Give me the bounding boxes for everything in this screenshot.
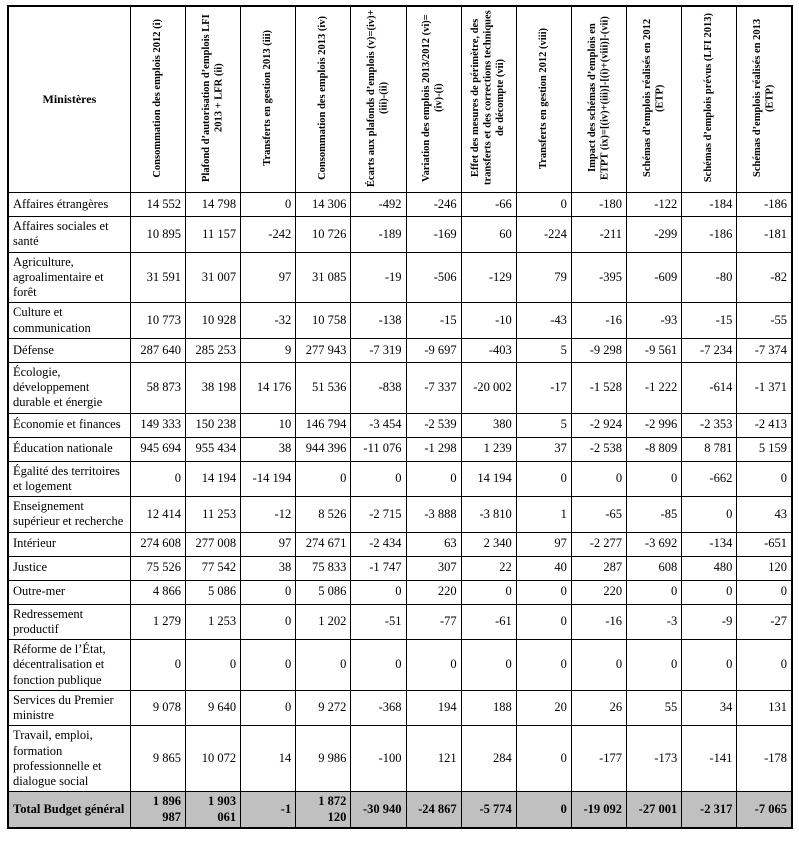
ministry-name: Total Budget général (8, 792, 130, 828)
value-cell: 0 (516, 461, 571, 497)
value-cell: 34 (682, 690, 737, 726)
table-row (8, 556, 792, 580)
column-header-8 (516, 6, 571, 193)
value-cell: 0 (516, 792, 571, 828)
value-cell: 0 (682, 580, 737, 604)
value-cell: 150 238 (185, 413, 240, 437)
ministry-name: Redressement productif (8, 604, 130, 640)
value-cell: 97 (516, 532, 571, 556)
value-cell: 0 (737, 640, 792, 691)
ministry-name: Outre-mer (8, 580, 130, 604)
value-cell: 0 (351, 640, 406, 691)
value-cell: 0 (185, 640, 240, 691)
table-row (8, 413, 792, 437)
ministry-name: Affaires sociales et santé (8, 217, 130, 253)
value-cell: 14 176 (241, 362, 296, 413)
value-cell: -93 (627, 303, 682, 339)
vertical-header-label: Consommation des emplois 2013 (iv) (317, 16, 329, 180)
column-header-7 (461, 6, 516, 193)
value-cell: 0 (130, 640, 185, 691)
value-cell: 608 (627, 556, 682, 580)
value-cell: -609 (627, 252, 682, 303)
value-cell: 10 928 (185, 303, 240, 339)
value-cell: 38 198 (185, 362, 240, 413)
value-cell: -662 (682, 461, 737, 497)
ministry-name: Écologie, développement durable et énergie (8, 362, 130, 413)
value-cell: 14 (241, 726, 296, 792)
value-cell: -3 810 (461, 497, 516, 533)
value-cell: -9 561 (627, 338, 682, 362)
budget-employment-table (7, 5, 793, 829)
ministry-name: Égalité des territoires et logement (8, 461, 130, 497)
vertical-header-label: Effet des mesures de périmètre, des transferts et des corrections techniques de décompte (vii) (470, 10, 506, 186)
total-row (8, 792, 792, 828)
value-cell: -180 (571, 193, 626, 217)
value-cell: -80 (682, 252, 737, 303)
value-cell: -66 (461, 193, 516, 217)
value-cell: 955 434 (185, 437, 240, 461)
header-row (8, 6, 792, 193)
value-cell: 11 253 (185, 497, 240, 533)
value-cell: 0 (406, 461, 461, 497)
value-cell: -24 867 (406, 792, 461, 828)
value-cell: 4 866 (130, 580, 185, 604)
column-header-6 (406, 6, 461, 193)
value-cell: -65 (571, 497, 626, 533)
table-row (8, 604, 792, 640)
value-cell: -61 (461, 604, 516, 640)
value-cell: -246 (406, 193, 461, 217)
value-cell: -403 (461, 338, 516, 362)
value-cell: 5 (516, 413, 571, 437)
vertical-header-label: Écarts aux plafonds d’emplois (v)=(iv)+(iii)-(ii) (366, 9, 390, 187)
value-cell: 480 (682, 556, 737, 580)
value-cell: 0 (682, 497, 737, 533)
value-cell: -9 (682, 604, 737, 640)
value-cell: 38 (241, 556, 296, 580)
value-cell: -838 (351, 362, 406, 413)
value-cell: 1 903 061 (185, 792, 240, 828)
column-header-12 (737, 6, 792, 193)
value-cell: 1 896 987 (130, 792, 185, 828)
value-cell: -3 (627, 604, 682, 640)
value-cell: 220 (571, 580, 626, 604)
value-cell: -7 319 (351, 338, 406, 362)
value-cell: -11 076 (351, 437, 406, 461)
value-cell: 220 (406, 580, 461, 604)
value-cell: -134 (682, 532, 737, 556)
value-cell: 14 306 (296, 193, 351, 217)
value-cell: 0 (461, 640, 516, 691)
value-cell: 0 (737, 580, 792, 604)
value-cell: 1 (516, 497, 571, 533)
vertical-header-label: Transferts en gestion 2013 (iii) (261, 30, 273, 166)
value-cell: 14 194 (461, 461, 516, 497)
value-cell: 14 552 (130, 193, 185, 217)
value-cell: 60 (461, 217, 516, 253)
value-cell: -10 (461, 303, 516, 339)
value-cell: -77 (406, 604, 461, 640)
value-cell: 0 (571, 461, 626, 497)
value-cell: 0 (241, 690, 296, 726)
value-cell: 284 (461, 726, 516, 792)
value-cell: 51 536 (296, 362, 351, 413)
value-cell: -55 (737, 303, 792, 339)
value-cell: 10 072 (185, 726, 240, 792)
vertical-header-label: Schémas d’emplois réalisés en 2013 (ETP) (751, 18, 776, 178)
value-cell: 40 (516, 556, 571, 580)
column-header-4 (296, 6, 351, 193)
column-header-ministeres: Ministères (8, 6, 130, 193)
value-cell: -184 (682, 193, 737, 217)
value-cell: -14 194 (241, 461, 296, 497)
value-cell: 307 (406, 556, 461, 580)
value-cell: -19 092 (571, 792, 626, 828)
table-row (8, 461, 792, 497)
value-cell: 10 (241, 413, 296, 437)
value-cell: 5 086 (185, 580, 240, 604)
value-cell: 31 591 (130, 252, 185, 303)
value-cell: 0 (516, 604, 571, 640)
value-cell: 0 (406, 640, 461, 691)
value-cell: -27 (737, 604, 792, 640)
value-cell: 149 333 (130, 413, 185, 437)
value-cell: -2 413 (737, 413, 792, 437)
value-cell: 0 (241, 580, 296, 604)
table-row (8, 338, 792, 362)
value-cell: -178 (737, 726, 792, 792)
value-cell: -614 (682, 362, 737, 413)
table-row (8, 640, 792, 691)
value-cell: 0 (241, 193, 296, 217)
value-cell: 0 (682, 640, 737, 691)
value-cell: 287 (571, 556, 626, 580)
value-cell: 0 (461, 580, 516, 604)
value-cell: 8 781 (682, 437, 737, 461)
value-cell: -15 (406, 303, 461, 339)
value-cell: -8 809 (627, 437, 682, 461)
column-header-10 (627, 6, 682, 193)
value-cell: -129 (461, 252, 516, 303)
vertical-header-label: Schémas d’emplois prévus (LFI 2013) (703, 13, 715, 183)
value-cell: 0 (351, 580, 406, 604)
value-cell: -368 (351, 690, 406, 726)
ministry-name: Économie et finances (8, 413, 130, 437)
value-cell: -651 (737, 532, 792, 556)
value-cell: -7 374 (737, 338, 792, 362)
column-header-11 (682, 6, 737, 193)
value-cell: -9 697 (406, 338, 461, 362)
value-cell: -211 (571, 217, 626, 253)
value-cell: -186 (682, 217, 737, 253)
value-cell: 0 (516, 726, 571, 792)
value-cell: 55 (627, 690, 682, 726)
value-cell: -20 002 (461, 362, 516, 413)
value-cell: -2 317 (682, 792, 737, 828)
value-cell: -189 (351, 217, 406, 253)
value-cell: 194 (406, 690, 461, 726)
value-cell: -138 (351, 303, 406, 339)
value-cell: 277 943 (296, 338, 351, 362)
value-cell: -85 (627, 497, 682, 533)
ministry-name: Justice (8, 556, 130, 580)
value-cell: -186 (737, 193, 792, 217)
value-cell: 37 (516, 437, 571, 461)
value-cell: 9 272 (296, 690, 351, 726)
table-row (8, 303, 792, 339)
value-cell: -27 001 (627, 792, 682, 828)
value-cell: -43 (516, 303, 571, 339)
value-cell: 1 202 (296, 604, 351, 640)
value-cell: 31 085 (296, 252, 351, 303)
value-cell: -1 528 (571, 362, 626, 413)
table-body (8, 193, 792, 828)
table-row (8, 362, 792, 413)
value-cell: 5 159 (737, 437, 792, 461)
value-cell: -1 (241, 792, 296, 828)
value-cell: 77 542 (185, 556, 240, 580)
value-cell: -3 454 (351, 413, 406, 437)
value-cell: 0 (296, 461, 351, 497)
value-cell: -100 (351, 726, 406, 792)
value-cell: -122 (627, 193, 682, 217)
value-cell: -3 888 (406, 497, 461, 533)
value-cell: 75 833 (296, 556, 351, 580)
value-cell: -141 (682, 726, 737, 792)
table-header (8, 6, 792, 193)
value-cell: -395 (571, 252, 626, 303)
vertical-header-label: Variation des emplois 2013/2012 (vi)=(iv)-(i) (421, 14, 445, 182)
column-header-1 (130, 6, 185, 193)
value-cell: -7 337 (406, 362, 461, 413)
value-cell: 11 157 (185, 217, 240, 253)
value-cell: 10 726 (296, 217, 351, 253)
value-cell: 121 (406, 726, 461, 792)
value-cell: 9 865 (130, 726, 185, 792)
value-cell: 22 (461, 556, 516, 580)
value-cell: -82 (737, 252, 792, 303)
value-cell: 944 396 (296, 437, 351, 461)
value-cell: -506 (406, 252, 461, 303)
vertical-header-label: Impact des schémas d’emplois en ETPT (ix)=[(iv)+(iii)]-[(i)+(viii)]-(vii) (586, 16, 610, 180)
value-cell: 97 (241, 532, 296, 556)
value-cell: 1 239 (461, 437, 516, 461)
value-cell: -32 (241, 303, 296, 339)
value-cell: 75 526 (130, 556, 185, 580)
ministry-name: Intérieur (8, 532, 130, 556)
value-cell: 380 (461, 413, 516, 437)
value-cell: -224 (516, 217, 571, 253)
value-cell: 79 (516, 252, 571, 303)
ministry-name: Enseignement supérieur et recherche (8, 497, 130, 533)
table-row (8, 726, 792, 792)
value-cell: 9 986 (296, 726, 351, 792)
value-cell: -16 (571, 303, 626, 339)
value-cell: 9 (241, 338, 296, 362)
value-cell: 5 (516, 338, 571, 362)
value-cell: 0 (241, 640, 296, 691)
value-cell: -16 (571, 604, 626, 640)
ministry-name: Services du Premier ministre (8, 690, 130, 726)
value-cell: -1 222 (627, 362, 682, 413)
value-cell: 1 872 120 (296, 792, 351, 828)
value-cell: -19 (351, 252, 406, 303)
value-cell: 188 (461, 690, 516, 726)
value-cell: 14 798 (185, 193, 240, 217)
column-header-5 (351, 6, 406, 193)
ministry-name: Éducation nationale (8, 437, 130, 461)
value-cell: -299 (627, 217, 682, 253)
value-cell: 10 773 (130, 303, 185, 339)
vertical-header-label: Schémas d’emplois réalisés en 2012 (ETP) (641, 18, 666, 178)
ministry-name: Travail, emploi, formation professionnelle et dialogue social (8, 726, 130, 792)
value-cell: -177 (571, 726, 626, 792)
value-cell: 1 253 (185, 604, 240, 640)
value-cell: 63 (406, 532, 461, 556)
value-cell: 1 279 (130, 604, 185, 640)
ministry-name: Défense (8, 338, 130, 362)
value-cell: -2 715 (351, 497, 406, 533)
value-cell: -30 940 (351, 792, 406, 828)
value-cell: 120 (737, 556, 792, 580)
value-cell: 0 (737, 461, 792, 497)
vertical-header-label: Consommation des emplois 2012 (i) (151, 18, 163, 178)
column-header-2 (185, 6, 240, 193)
table-row (8, 437, 792, 461)
table-row (8, 532, 792, 556)
value-cell: 0 (571, 640, 626, 691)
value-cell: 0 (516, 580, 571, 604)
value-cell: 10 895 (130, 217, 185, 253)
value-cell: 20 (516, 690, 571, 726)
value-cell: 10 758 (296, 303, 351, 339)
value-cell: 0 (241, 604, 296, 640)
value-cell: -492 (351, 193, 406, 217)
value-cell: 146 794 (296, 413, 351, 437)
vertical-header-label: Transferts en gestion 2012 (viii) (537, 27, 549, 169)
value-cell: -2 539 (406, 413, 461, 437)
value-cell: -2 996 (627, 413, 682, 437)
vertical-header-label: Plafond d’autorisation d’emplois LFI 2013 + LFR (ii) (200, 14, 224, 182)
value-cell: 0 (516, 640, 571, 691)
value-cell: -7 065 (737, 792, 792, 828)
value-cell: 0 (516, 193, 571, 217)
value-cell: 38 (241, 437, 296, 461)
value-cell: -5 774 (461, 792, 516, 828)
value-cell: -181 (737, 217, 792, 253)
value-cell: 0 (296, 640, 351, 691)
value-cell: 285 253 (185, 338, 240, 362)
value-cell: 9 078 (130, 690, 185, 726)
value-cell: -1 747 (351, 556, 406, 580)
value-cell: 0 (627, 461, 682, 497)
table-row (8, 690, 792, 726)
value-cell: 0 (130, 461, 185, 497)
value-cell: 26 (571, 690, 626, 726)
column-header-3 (241, 6, 296, 193)
ministry-name: Culture et communication (8, 303, 130, 339)
value-cell: 12 414 (130, 497, 185, 533)
value-cell: -2 434 (351, 532, 406, 556)
ministry-name: Réforme de l’État, décentralisation et fonction publique (8, 640, 130, 691)
column-header-9 (571, 6, 626, 193)
value-cell: -12 (241, 497, 296, 533)
value-cell: 5 086 (296, 580, 351, 604)
table-row (8, 497, 792, 533)
table-row (8, 580, 792, 604)
value-cell: -242 (241, 217, 296, 253)
ministry-name: Agriculture, agroalimentaire et forêt (8, 252, 130, 303)
value-cell: -2 353 (682, 413, 737, 437)
value-cell: -51 (351, 604, 406, 640)
value-cell: -9 298 (571, 338, 626, 362)
value-cell: -2 277 (571, 532, 626, 556)
value-cell: -173 (627, 726, 682, 792)
value-cell: 287 640 (130, 338, 185, 362)
value-cell: 945 694 (130, 437, 185, 461)
value-cell: -1 298 (406, 437, 461, 461)
value-cell: -15 (682, 303, 737, 339)
value-cell: 0 (351, 461, 406, 497)
value-cell: -2 538 (571, 437, 626, 461)
value-cell: 14 194 (185, 461, 240, 497)
value-cell: -17 (516, 362, 571, 413)
value-cell: -169 (406, 217, 461, 253)
value-cell: 0 (627, 580, 682, 604)
value-cell: 274 608 (130, 532, 185, 556)
table-row (8, 252, 792, 303)
value-cell: 43 (737, 497, 792, 533)
value-cell: -7 234 (682, 338, 737, 362)
value-cell: -3 692 (627, 532, 682, 556)
table-row (8, 217, 792, 253)
value-cell: 58 873 (130, 362, 185, 413)
value-cell: -1 371 (737, 362, 792, 413)
table-row (8, 193, 792, 217)
value-cell: -2 924 (571, 413, 626, 437)
value-cell: 277 008 (185, 532, 240, 556)
ministry-name: Affaires étrangères (8, 193, 130, 217)
value-cell: 131 (737, 690, 792, 726)
value-cell: 8 526 (296, 497, 351, 533)
value-cell: 9 640 (185, 690, 240, 726)
value-cell: 31 007 (185, 252, 240, 303)
value-cell: 97 (241, 252, 296, 303)
value-cell: 274 671 (296, 532, 351, 556)
value-cell: 0 (627, 640, 682, 691)
value-cell: 2 340 (461, 532, 516, 556)
